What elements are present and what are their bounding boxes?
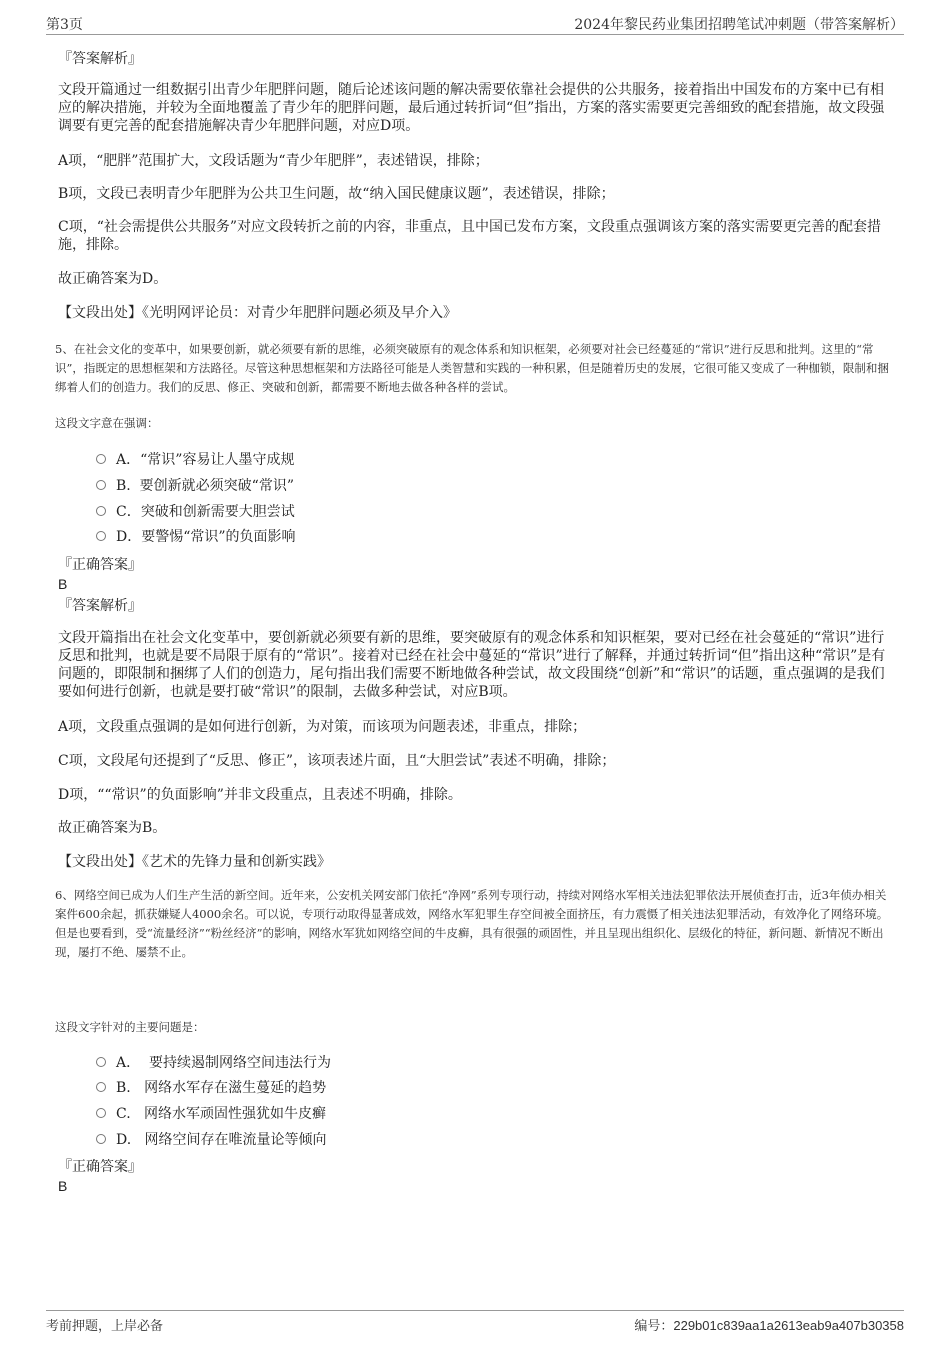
q5-option-c[interactable]: C．突破和创新需要大胆尝试 [96,503,295,521]
page-number: 第3页 [46,17,83,33]
q6-prompt: 这段文字针对的主要问题是： [55,1020,205,1034]
q5-analysis-paragraph: 文段开篇指出在社会文化变革中，要创新就必须要有新的思维，要突破原有的观念体系和知识框架，要对已经在社会蔓延的“常识”进行反思和批判，也就是要不局限于原有的“常识”。接着对已经在社会中蔓延的“常识”进行了解释，并通过转折词“但”指出这种“常识”是有问题的，即限制和捆绑了人们的创造力，尾句指出我们需要不断地做各种尝试，故文段围绕“创新”和“常识”的话题，重点强调的是我们要如何进行创新，也就是要打破“常识”的限制，去做多种尝试，对应B项。 [58,630,886,700]
radio-icon[interactable] [96,480,106,490]
q6-option-d[interactable]: D. 网络空间存在唯流量论等倾向 [96,1131,327,1149]
q6-stem: 6、网络空间已成为人们生产生活的新空间。近年来，公安机关网安部门依托“净网”系列专项行动，持续对网络水军相关违法犯罪依法开展侦查打击，近3年侦办相关案件600余起，抓获嫌疑人4000余名。可以说，专项行动取得显著成效，网络水军犯罪生存空间被全面挤压，有力震慑了相关违法犯罪活动，有效净化了网络环境。但是也要看到，受“流量经济”“粉丝经济”的影响，网络水军犹如网络空间的牛皮癣，具有很强的顽固性，并且呈现出组织化、层级化的特征，新问题、新情况不断出现，屡打不绝、屡禁不止。 [55,888,889,959]
q5-stem: 5、在社会文化的变革中，如果要创新，就必须要有新的思维，必须突破原有的观念体系和知识框架，必须要对社会已经蔓延的“常识”进行反思和批判。这里的“常识”，指既定的思想框架和方法路径。尽管这种思想框架和方法路径可能是人类智慧和实践的一种积累，但是随着历史的发展，它很可能又变成了一种枷锁，限制和捆绑着人们的创造力。我们的反思、修正、突破和创新，都需要不断地去做各种各样的尝试。 [55,342,889,394]
page-footer [46,1310,904,1339]
q6-answer-label: 『正确答案』 [58,1159,142,1175]
document-title: 2024年黎民药业集团招聘笔试冲刺题（带答案解析） [574,17,904,33]
q5-option-d-analysis: D项，““常识”的负面影响”并非文段重点，且表述不明确，排除。 [58,787,462,803]
q4-option-c-analysis: C项，“社会需提供公共服务”对应文段转折之前的内容，非重点，且中国已发布方案，文段重点强调该方案的落实需要更完善的配套措施，排除。 [58,219,882,253]
page-header [46,12,904,35]
q6-option-b[interactable]: B. 网络水军存在滋生蔓延的趋势 [96,1079,326,1097]
q5-option-d[interactable]: D．要警惕“常识”的负面影响 [96,528,296,546]
q5-prompt: 这段文字意在强调： [55,416,159,430]
q5-option-a-analysis: A项，文段重点强调的是如何进行创新，为对策，而该项为问题表述，非重点，排除； [58,719,587,735]
radio-icon[interactable] [96,531,106,541]
q6-answer: B [58,1178,68,1194]
q5-answer-label: 『正确答案』 [58,557,142,573]
radio-icon[interactable] [96,1108,106,1118]
q5-source: 【文段出处】《艺术的先锋力量和创新实践》 [58,854,331,870]
q6-option-c[interactable]: C. 网络水军顽固性强犹如牛皮癣 [96,1105,326,1123]
document-id: 编号：229b01c839aa1a2613eab9a407b30358 [634,1318,904,1333]
q5-analysis-label: 『答案解析』 [58,598,142,614]
q4-conclusion: 故正确答案为D。 [58,271,168,287]
radio-icon[interactable] [96,454,106,464]
q5-answer: B [58,576,68,592]
q4-option-a-analysis: A项，“肥胖”范围扩大，文段话题为“青少年肥胖”，表述错误，排除； [58,153,489,169]
radio-icon[interactable] [96,1057,106,1067]
radio-icon[interactable] [96,506,106,516]
q6-option-a[interactable]: A． 要持续遏制网络空间违法行为 [96,1054,331,1072]
q5-option-c-analysis: C项，文段尾句还提到了“反思、修正”，该项表述片面，且“大胆尝试”表述不明确，排除； [58,753,616,769]
q4-source: 【文段出处】《光明网评论员：对青少年肥胖问题必须及早介入》 [58,305,457,321]
radio-icon[interactable] [96,1082,106,1092]
q4-analysis-label: 『答案解析』 [58,51,142,67]
q5-conclusion: 故正确答案为B。 [58,820,167,836]
q5-option-a[interactable]: A．“常识”容易让人墨守成规 [96,451,294,469]
q4-analysis-paragraph: 文段开篇通过一组数据引出青少年肥胖问题，随后论述该问题的解决需要依靠社会提供的公共服务，接着指出中国发布的方案中已有相应的解决措施，并较为全面地覆盖了青少年的肥胖问题，最后通过转折词“但”指出，方案的落实需要更完善细致的配套措施，故文段强调要有更完善的配套措施解决青少年肥胖问题，对应D项。 [58,82,885,134]
q4-option-b-analysis: B项，文段已表明青少年肥胖为公共卫生问题，故“纳入国民健康议题”，表述错误，排除； [58,186,615,202]
radio-icon[interactable] [96,1134,106,1144]
footer-slogan: 考前押题，上岸必备 [46,1319,164,1334]
q5-option-b[interactable]: B. 要创新就必须突破“常识” [96,477,294,495]
